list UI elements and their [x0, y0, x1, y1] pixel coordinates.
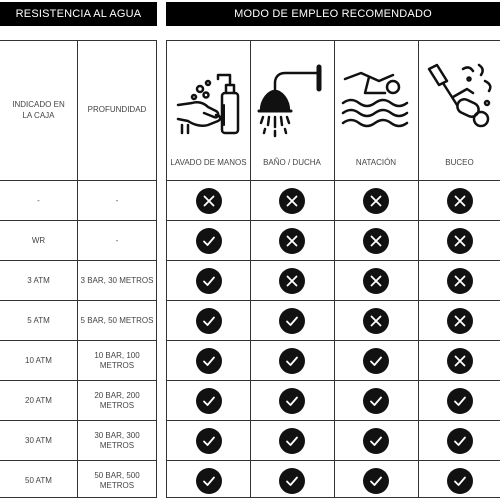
not-allowed-mark: [279, 268, 305, 294]
water-resistance-table: [0, 40, 157, 498]
allowed-mark: [279, 468, 305, 494]
cross-icon: [201, 193, 217, 209]
not-allowed-mark: [447, 188, 473, 214]
table-row: [0, 460, 156, 501]
cross-icon: [452, 193, 468, 209]
depth-cell: [77, 421, 157, 461]
depth-value: 5 BAR, 50 METROS: [80, 315, 154, 325]
indicated-cell: [0, 341, 77, 381]
mark-cell: [167, 181, 250, 221]
allowed-mark: [279, 428, 305, 454]
mark-cell: [334, 261, 418, 301]
activity-label: BAÑO / DUCHA: [263, 157, 321, 167]
mark-cell: [167, 421, 250, 461]
mark-cell: [250, 261, 334, 301]
table-row: [0, 180, 156, 221]
check-icon: [201, 433, 217, 449]
check-icon: [368, 433, 384, 449]
recommended-use-table: [166, 40, 500, 498]
cross-icon: [284, 233, 300, 249]
table-row: [0, 420, 156, 461]
table-row: [167, 300, 500, 341]
allowed-mark: [363, 348, 389, 374]
table-row: [167, 420, 500, 461]
mark-cell: [167, 221, 250, 261]
table-row: [167, 380, 500, 421]
cross-icon: [368, 233, 384, 249]
not-allowed-mark: [363, 188, 389, 214]
mark-cell: [250, 341, 334, 381]
not-allowed-mark: [279, 228, 305, 254]
indicated-cell: [0, 181, 77, 221]
mark-cell: [418, 301, 500, 341]
check-icon: [284, 473, 300, 489]
check-icon: [452, 433, 468, 449]
allowed-mark: [447, 388, 473, 414]
activity-label: BUCEO: [445, 157, 474, 167]
table-row: [0, 220, 156, 261]
mark-cell: [250, 181, 334, 221]
not-allowed-mark: [363, 228, 389, 254]
check-icon: [284, 353, 300, 369]
not-allowed-mark: [447, 228, 473, 254]
depth-cell: [77, 381, 157, 421]
mark-cell: [167, 341, 250, 381]
allowed-mark: [279, 388, 305, 414]
mark-cell: [250, 421, 334, 461]
allowed-mark: [196, 388, 222, 414]
activity-label: LAVADO DE MANOS: [170, 157, 247, 167]
not-allowed-mark: [363, 308, 389, 334]
indicated-value: 50 ATM: [25, 475, 52, 485]
mark-cell: [250, 301, 334, 341]
hand-washing-icon: [174, 59, 244, 139]
depth-value: -: [115, 195, 119, 205]
activity-hand-washing: [167, 41, 250, 180]
mark-cell: [334, 181, 418, 221]
swimming-icon: [339, 59, 413, 139]
mark-cell: [167, 461, 250, 501]
allowed-mark: [279, 308, 305, 334]
depth-cell: [77, 341, 157, 381]
activity-shower: [250, 41, 334, 180]
table-row: [167, 180, 500, 221]
indicated-cell: [0, 461, 77, 501]
mark-cell: [334, 381, 418, 421]
mark-cell: [334, 301, 418, 341]
check-icon: [201, 313, 217, 329]
indicated-cell: [0, 261, 77, 301]
mark-cell: [334, 421, 418, 461]
cross-icon: [452, 233, 468, 249]
table-row: [0, 380, 156, 421]
indicated-value: -: [37, 195, 40, 205]
cross-icon: [368, 273, 384, 289]
mark-cell: [250, 461, 334, 501]
cross-icon: [368, 313, 384, 329]
water-resistance-header: [0, 2, 157, 26]
indicated-value: 30 ATM: [25, 435, 52, 445]
depth-cell: [77, 301, 157, 341]
table-row: [167, 340, 500, 381]
depth-value: 50 BAR, 500 METROS: [94, 470, 140, 490]
not-allowed-mark: [447, 348, 473, 374]
indicated-value: 3 ATM: [27, 275, 50, 285]
indicated-cell: [0, 301, 77, 341]
table-row: [167, 460, 500, 501]
depth-column-label: PROFUNDIDAD: [87, 105, 147, 115]
table-row: [167, 220, 500, 261]
not-allowed-mark: [447, 268, 473, 294]
depth-value: 20 BAR, 200 METROS: [94, 390, 140, 410]
recommended-use-header: [166, 2, 500, 26]
mark-cell: [418, 381, 500, 421]
cross-icon: [284, 193, 300, 209]
check-icon: [201, 273, 217, 289]
allowed-mark: [196, 468, 222, 494]
depth-cell: [77, 461, 157, 501]
mark-cell: [418, 181, 500, 221]
allowed-mark: [447, 428, 473, 454]
check-icon: [284, 393, 300, 409]
activity-diving: [418, 41, 500, 180]
depth-value: 10 BAR, 100 METROS: [94, 350, 140, 370]
cross-icon: [368, 193, 384, 209]
check-icon: [452, 473, 468, 489]
indicated-column-header: [0, 41, 77, 180]
allowed-mark: [447, 468, 473, 494]
depth-value: 30 BAR, 300 METROS: [94, 430, 140, 450]
depth-column-header: [77, 41, 157, 180]
indicated-cell: [0, 221, 77, 261]
mark-cell: [418, 421, 500, 461]
cross-icon: [452, 313, 468, 329]
indicated-cell: [0, 421, 77, 461]
depth-cell: [77, 221, 157, 261]
depth-value: 3 BAR, 30 METROS: [80, 275, 154, 285]
allowed-mark: [363, 468, 389, 494]
indicated-value: WR: [31, 235, 46, 245]
depth-cell: [77, 261, 157, 301]
indicated-value: 10 ATM: [25, 355, 52, 365]
check-icon: [284, 433, 300, 449]
cross-icon: [452, 353, 468, 369]
mark-cell: [167, 381, 250, 421]
allowed-mark: [363, 388, 389, 414]
water-resistance-title: RESISTENCIA AL AGUA: [15, 8, 142, 20]
check-icon: [201, 393, 217, 409]
diving-icon: [423, 59, 497, 139]
mark-cell: [167, 301, 250, 341]
mark-cell: [418, 261, 500, 301]
shower-icon: [255, 59, 329, 139]
not-allowed-mark: [447, 308, 473, 334]
allowed-mark: [196, 228, 222, 254]
allowed-mark: [196, 428, 222, 454]
mark-cell: [334, 341, 418, 381]
mark-cell: [418, 341, 500, 381]
mark-cell: [250, 381, 334, 421]
mark-cell: [418, 221, 500, 261]
indicated-cell: [0, 381, 77, 421]
check-icon: [201, 473, 217, 489]
check-icon: [368, 353, 384, 369]
indicated-column-label: INDICADO EN LA CAJA: [12, 100, 65, 120]
mark-cell: [418, 461, 500, 501]
activity-swimming: [334, 41, 418, 180]
activity-label: NATACIÓN: [355, 157, 397, 167]
mark-cell: [250, 221, 334, 261]
table-row: [167, 260, 500, 301]
indicated-value: 20 ATM: [25, 395, 52, 405]
not-allowed-mark: [279, 188, 305, 214]
cross-icon: [452, 273, 468, 289]
cross-icon: [284, 273, 300, 289]
indicated-value: 5 ATM: [27, 315, 50, 325]
check-icon: [368, 473, 384, 489]
allowed-mark: [196, 308, 222, 334]
mark-cell: [334, 221, 418, 261]
check-icon: [201, 353, 217, 369]
allowed-mark: [279, 348, 305, 374]
not-allowed-mark: [363, 268, 389, 294]
not-allowed-mark: [196, 188, 222, 214]
depth-value: -: [115, 235, 119, 245]
table-row: [0, 260, 156, 301]
table-row: [0, 340, 156, 381]
mark-cell: [334, 461, 418, 501]
table-row: [0, 300, 156, 341]
allowed-mark: [196, 348, 222, 374]
check-icon: [201, 233, 217, 249]
check-icon: [284, 313, 300, 329]
recommended-use-title: MODO DE EMPLEO RECOMENDADO: [234, 8, 432, 20]
check-icon: [368, 393, 384, 409]
depth-cell: [77, 181, 157, 221]
allowed-mark: [363, 428, 389, 454]
mark-cell: [167, 261, 250, 301]
check-icon: [452, 393, 468, 409]
allowed-mark: [196, 268, 222, 294]
